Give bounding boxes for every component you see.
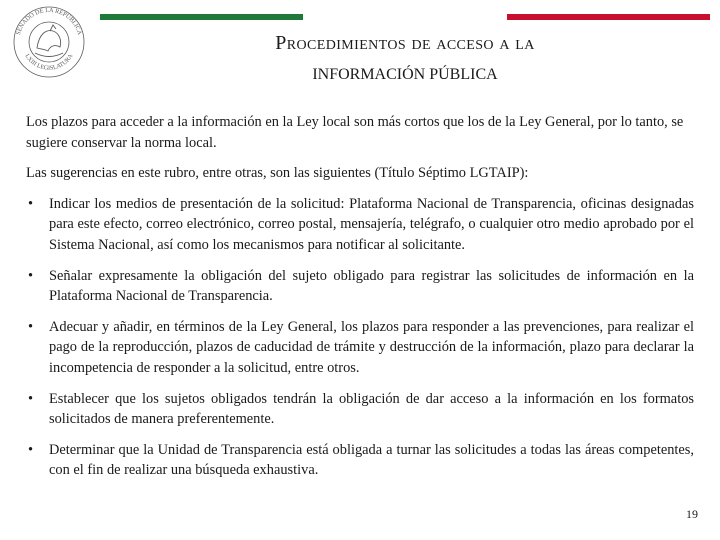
suggestion-text: Establecer que los sujetos obligados tendrán la obligación de dar acceso a la información en los formatos solicitados de manera preferentemente. (49, 390, 694, 428)
suggestion-item (26, 266, 694, 307)
suggestion-item (26, 194, 694, 256)
bullet-icon: • (28, 390, 34, 407)
bullet-icon: • (28, 318, 34, 335)
slide-body (26, 112, 694, 491)
flag-green-stripe (100, 14, 303, 20)
suggestion-item (26, 440, 694, 481)
flag-red-stripe (507, 14, 710, 20)
senate-seal-icon (10, 4, 88, 80)
flag-color-bar (100, 14, 710, 20)
flag-white-stripe (303, 14, 506, 20)
suggestion-item (26, 389, 694, 430)
page-number: 19 (686, 507, 698, 521)
slide-title-line-1: Procedimientos de acceso a la (275, 32, 535, 54)
intro-paragraph: Los plazos para acceder a la información en la Ley local son más cortos que los de la Ley General, por lo tanto, se sugiere conservar la norma local. (26, 114, 684, 151)
lead-paragraph: Las sugerencias en este rubro, entre otras, son las siguientes (Título Séptimo LGTAIP): (26, 165, 529, 182)
slide-title-line-2: INFORMACIÓN PÚBLICA (312, 66, 498, 83)
seal-text-top: SENADO DE LA REPÚBLICA (14, 6, 84, 36)
suggestion-text: Determinar que la Unidad de Transparencia está obligada a turnar las solicitudes a todas las áreas competentes, con el fin de realizar una búsqueda exhaustiva. (49, 441, 694, 479)
bullet-icon: • (28, 267, 34, 284)
seal-text-bottom: LXIII LEGISLATURA (23, 52, 75, 72)
suggestion-text: Señalar expresamente la obligación del sujeto obligado para registrar las solicitudes de información en la Plataforma Nacional de Transparencia. (49, 267, 694, 305)
suggestion-list (26, 194, 694, 481)
suggestion-text: Indicar los medios de presentación de la solicitud: Plataforma Nacional de Transparencia, oficinas designadas para este efecto, correo electrónico, correo postal, mensajería, telégrafo, o cualquier otro medio aprobado por el Sistema Nacional, así como los mecanismos para notificar al solicitante. (49, 195, 694, 253)
bullet-icon: • (28, 195, 34, 212)
suggestion-item (26, 317, 694, 379)
suggestion-text: Adecuar y añadir, en términos de la Ley General, los plazos para responder a las prevenciones, para realizar el pago de la reproducción, plazos de caducidad de trámite y destrucción de la información, plazo para declarar la incompetencia de responder a la solicitud, entre otros. (49, 318, 694, 376)
bullet-icon: • (28, 441, 34, 458)
